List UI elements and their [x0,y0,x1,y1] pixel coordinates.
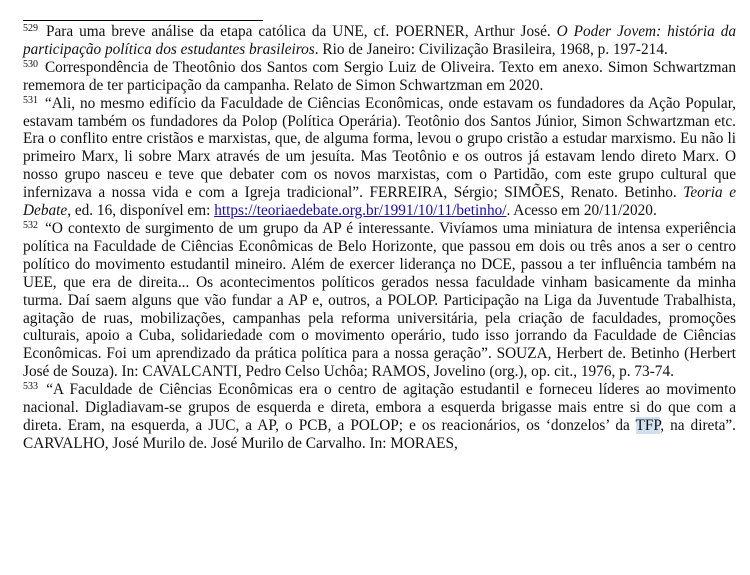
book-title: O Poder Jovem: história da participação política dos estudantes brasileiros [23,23,736,58]
footnote-text: Para uma breve análise da etapa católica da UNE, cf. POERNER, Arthur José. [45,23,557,40]
footnote-532 [23,220,736,381]
source-link[interactable]: https://teoriaedebate.org.br/1991/10/11/betinho/ [214,202,507,220]
footnote-text: , na direta”. CARVALHO, José Murilo de. José Murilo de Carvalho. In: MORAES, [23,416,736,452]
footnote-text: Correspondência de Theotônio dos Santos com Sergio Luiz de Oliveira. Texto em anexo. Simon Schwartzman rememora de ter participação da campanha. Relato de Simon Schwartzman em 2020. [23,58,736,94]
footnote-530 [23,59,736,95]
footnote-text: “Ali, no mesmo edifício da Faculdade de Ciências Econômicas, onde estavam os fundadores da Ação Popular, estavam também os fundadores da Polop (Política Operária). Teotônio dos Santos Júnior, Simon Schwartzman etc. Era o conflito entre cristãos e marxistas, que, de alguma forma, levou o grupo cristão a estudar marxismo. Eu não li primeiro Marx, li sobre Marx através de um jesuíta. Mas Teotônio e os outros já estavam lendo direto Marx. O nosso grupo nasceu e teve que debater com os novos marxistas, com o Partidão, com este grupo cultural que infernizava a nossa vida e com a Igreja tradicional”. FERREIRA, Sérgio; SIMÕES, Renato. Betinho. [23,94,736,202]
footnote-number: 531 [23,94,38,106]
footnote-533 [23,381,736,453]
footnote-531 [23,95,736,220]
highlighted-text[interactable]: TFP [635,416,661,434]
footnote-text: “A Faculdade de Ciências Econômicas era o centro de agitação estudantil e forneceu líderes ao movimento nacional. Digladiavam-se grupos de esquerda e direta, embora a esquerda brigasse mais entre si do que com a direta. Eram, na esquerda, a JUC, a AP, o PCB, a POLOP; e os reacionários, os ‘donzelos’ da [23,381,736,434]
footnote-number: 530 [23,58,38,70]
footnote-number: 532 [23,219,38,231]
journal-title: Teoria e Debate [23,184,736,220]
footnote-text: . Acesso em 20/11/2020. [506,202,657,220]
footnote-number: 529 [23,23,38,34]
footnote-text: “O contexto de surgimento de um grupo da AP é interessante. Vivíamos uma miniatura de intensa experiência política na Faculdade de Ciências Econômicas de Belo Horizonte, que passou em dois ou três anos a ser o centro político do movimento estudantil mineiro. Além de exercer liderança no DCE, passou a ter influência também na UEE, que era de direita... Os acontecimentos políticos gerados nessa faculdade vinham basicamente da minha turma. Daí saem alguns que vão fundar a AP e, outros, a POLOP. Participação na Liga da Juventude Trabalhista, agitação de ruas, mobilizações, campanhas pela reforma universitária, pela criação de faculdades, promoções culturais, apoio a Cuba, solidariedade com o movimento operário, tudo isso jorrando da Faculdade de Ciências Econômicas. Foi um aprendizado da prática política para a nossa geração”. SOUZA, Herbert de. Betinho (Herbert José de Souza). In: CAVALCANTI, Pedro Celso Uchôa; RAMOS, Jovelino (org.), op. cit., 1976, p. 73-74. [23,219,736,381]
footnotes [23,23,736,453]
footnote-separator [23,20,263,21]
footnote-text: . Rio de Janeiro: Civilização Brasileira, 1968, p. 197-214. [314,40,668,58]
footnote-text: , ed. 16, disponível em: [67,202,215,220]
footnote-529 [23,23,736,59]
footnote-number: 533 [23,381,38,393]
